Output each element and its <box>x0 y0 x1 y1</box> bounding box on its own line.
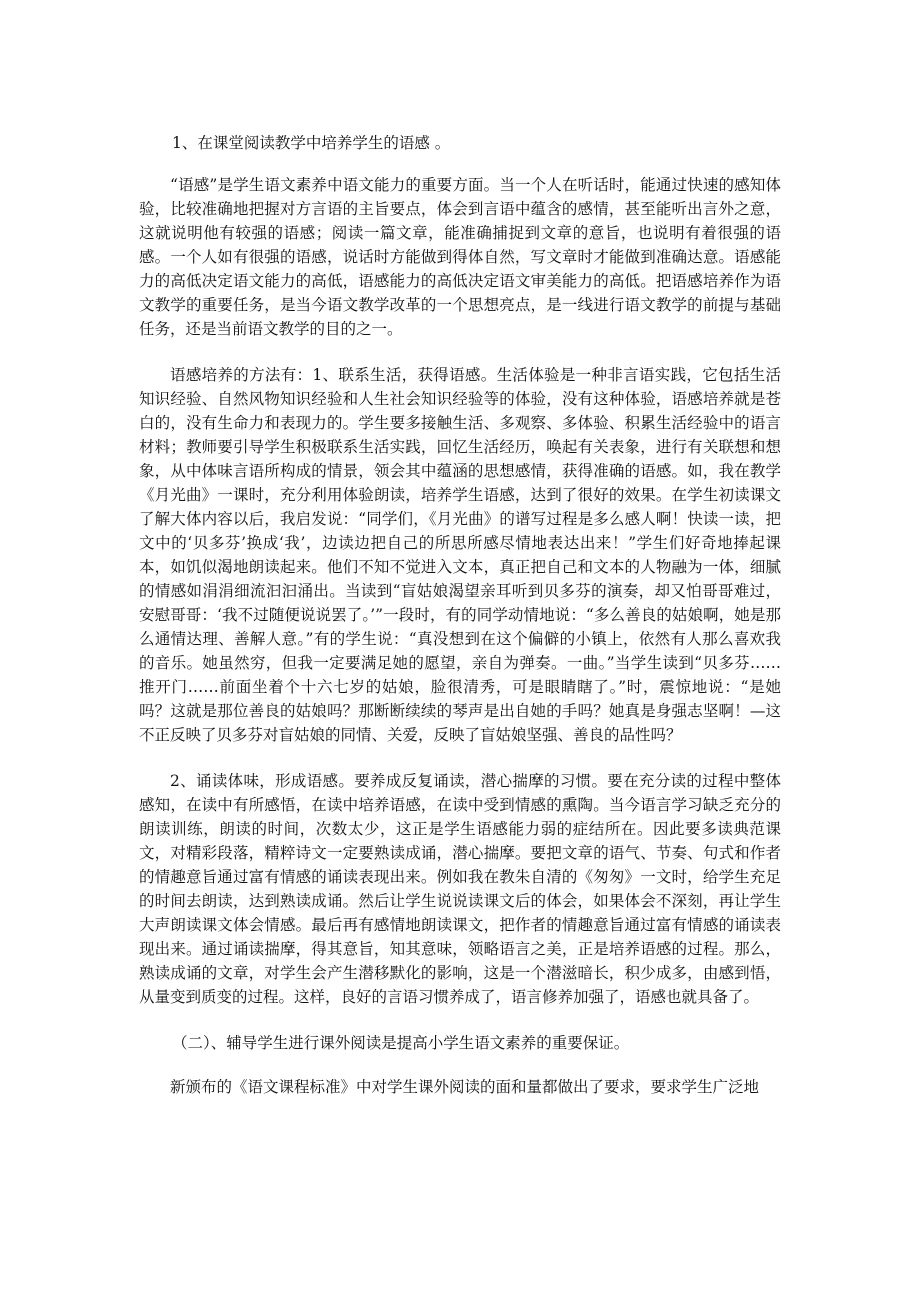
section-heading-1: 1、在课堂阅读教学中培养学生的语感 。 <box>172 134 451 152</box>
document-page <box>139 131 781 1121</box>
paragraph-method-life: 语感培养的方法有：1、联系生活，获得语感。生活体验是一种非言语实践，它包括生活知识经验、自然风物知识经验和人生社会知识经验等的体验，没有这种体验，语感培养就是苍白的，没有生命力和表现力的。学生要多接触生活、多观察、多体验、积累生活经验中的语言材料；教师要引导学生积极联系生活实践，回忆生活经历，唤起有关表象，进行有关联想和想象，从中体味言语所构成的情景，领会其中蕴涵的思想感情，获得准确的语感。如，我在教学《月光曲》一课时，充分利用体验朗读，培养学生语感，达到了很好的效果。在学生初读课文了解大体内容以后，我启发说：“同学们，《月光曲》的谱写过程是多么感人啊！快读一读，把文中的‘贝多芬’换成‘我’，边读边把自己的所思所感尽情地表达出来！”学生们好奇地捧起课本，如饥似渴地朗读起来。他们不知不觉进入文本，真正把自己和文本的人物融为一体，细腻的情感如涓涓细流汩汩涌出。当读到“盲姑娘渴望亲耳听到贝多芬的演奏，却又怕哥哥难过，安慰哥哥：‘我不过随便说说罢了。’”一段时，有的同学动情地说：“多么善良的姑娘啊，她是那么通情达理、善解人意。”有的学生说：“真没想到在这个偏僻的小镇上，依然有人那么喜欢我的音乐。她虽然穷，但我一定要满足她的愿望，亲自为弹奏。一曲。”当学生读到“贝多芬……推开门……前面坐着个十六七岁的姑娘，脸很清秀，可是眼睛瞎了。”时，震惊地说：“是她吗？这就是那位善良的姑娘吗？那断断续续的琴声是出自她的手吗？她真是身强志坚啊！—这不正反映了贝多芬对盲姑娘的同情、关爱，反映了盲姑娘坚强、善良的品性吗？ <box>139 366 781 744</box>
paragraph-extracurricular: 新颁布的《语文课程标准》中对学生课外阅读的面和量都做出了要求，要求学生广泛地 <box>170 1078 760 1096</box>
section-heading-2: （二）、辅导学生进行课外阅读是提高小学生语文素养的重要保证。 <box>172 1034 630 1052</box>
paragraph-language-sense: “语感”是学生语文素养中语文能力的重要方面。当一个人在听话时，能通过快速的感知体验，比较准确地把握对方言语的主旨要点，体会到言语中蕴含的感情，甚至能听出言外之意，这就说明他有较强的语感；阅读一篇文章，能准确捕捉到文章的意旨，也说明有着很强的语感。一个人如有很强的语感，说话时方能做到得体自然，写文章时才能做到准确达意。语感能力的高低决定语文能力的高低，语感能力的高低决定语文审美能力的高低。把语感培养作为语文教学的重要任务，是当今语文教学改革的一个思想亮点，是一线进行语文教学的前提与基础任务，还是当前语文教学的目的之一。 <box>139 176 781 338</box>
paragraph-method-recitation: 2、诵读体味，形成语感。要养成反复诵读，潜心揣摩的习惯。要在充分读的过程中整体感知，在读中有所感悟，在读中培养语感，在读中受到情感的熏陶。当今语言学习缺乏充分的朗读训练，朗读的时间，次数太少，这正是学生语感能力弱的症结所在。因此要多读典范课文，对精彩段落，精粹诗文一定要熟读成诵，潜心揣摩。要把文章的语气、节奏、句式和作者的情趣意旨通过富有情感的诵读表现出来。例如我在教朱自清的《匆匆》一文时，给学生充足的时间去朗读，达到熟读成诵。然后让学生说说读课文后的体会，如果体会不深刻，再让学生大声朗读课文体会情感。最后再有感情地朗读课文，把作者的情趣意旨通过富有情感的诵读表现出来。通过诵读揣摩，得其意旨，知其意味，领略语言之美，正是培养语感的过程。那么，熟读成诵的文章，对学生会产生潜移默化的影响，这是一个潜滋暗长，积少成多，由感到悟，从量变到质变的过程。这样，良好的言语习惯养成了，语言修养加强了，语感也就具备了。 <box>139 772 781 1006</box>
